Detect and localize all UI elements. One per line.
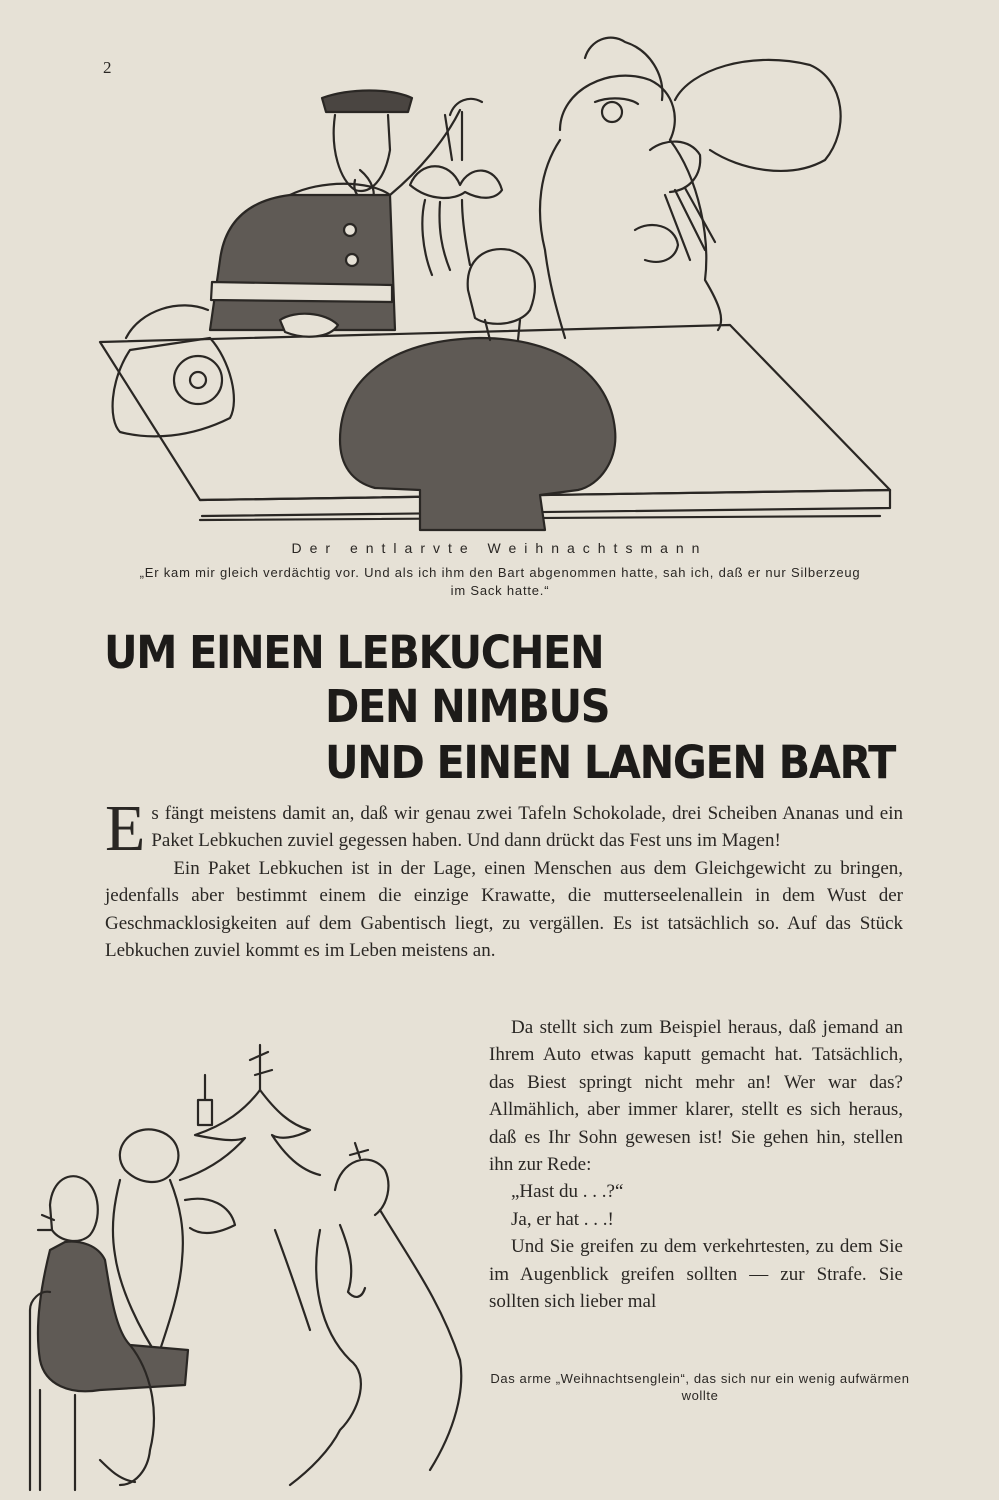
headline-line-2: DEN NIMBUS [325,680,610,733]
drop-cap: E [105,792,146,865]
article-paragraph-4: „Hast du . . .?“ [511,1181,624,1203]
cartoon-illustration-bottom [10,1030,480,1495]
article-body-full-width [105,792,903,964]
cartoon-illustration-top [90,20,900,540]
article-paragraph-6: Und Sie greifen zu dem verkehrtesten, zu dem Sie im Augenblick greifen sollten — zur Strafe. Sie sollten sich lieber mal [489,1236,903,1313]
headline-line-1: UM EINEN LEBKUCHEN [104,626,604,679]
article-paragraph-5: Ja, er hat . . .! [511,1208,614,1230]
article-paragraph-2: Ein Paket Lebkuchen ist in der Lage, einen Menschen aus dem Gleichgewicht zu bringen, jedenfalls aber bestimmt einem die einzige Krawatte, die mutterseelenallein in dem Wust der Geschmacklosigkeiten auf dem Gabentisch liegt, zu vergällen. Es ist tatsächlich so. Auf das Stück Lebkuchen zuviel kommt es im Leben meistens an. [105,857,903,962]
headline-line-3: UND EINEN LANGEN BART [325,736,895,789]
article-body-right-column [489,1014,903,1315]
illustration-caption-bottom: Das arme „Weihnachtsenglein“, das sich nur ein wenig aufwärmen wollte [490,1371,910,1403]
illustration-caption-title: Der entlarvte Weihnachtsmann [291,540,708,556]
article-paragraph-3: Da stellt sich zum Beispiel heraus, daß jemand an Ihrem Auto etwas kaputt gemacht hat. Tatsächlich, das Biest springt nicht mehr an! Wer war das? Allmählich, aber immer klarer, stellt es sich heraus, daß es Ihr Sohn gewesen ist! Sie gehen hin, stellen ihn zur Rede: [489,1017,903,1176]
article-paragraph-1 [105,792,903,865]
page-number: 2 [103,58,112,77]
paragraph-1-text: s fängt meistens damit an, daß wir genau zwei Tafeln Schokolade, drei Scheiben Ananas und ein Paket Lebkuchen zuviel gegessen haben. Und dann drückt das Fest uns im Magen! [151,803,903,852]
illustration-caption-text: „Er kam mir gleich verdächtig vor. Und als ich ihm den Bart abgenommen hatte, sah ich, daß er nur Silberzeug im Sack hatte.“ [139,565,861,598]
